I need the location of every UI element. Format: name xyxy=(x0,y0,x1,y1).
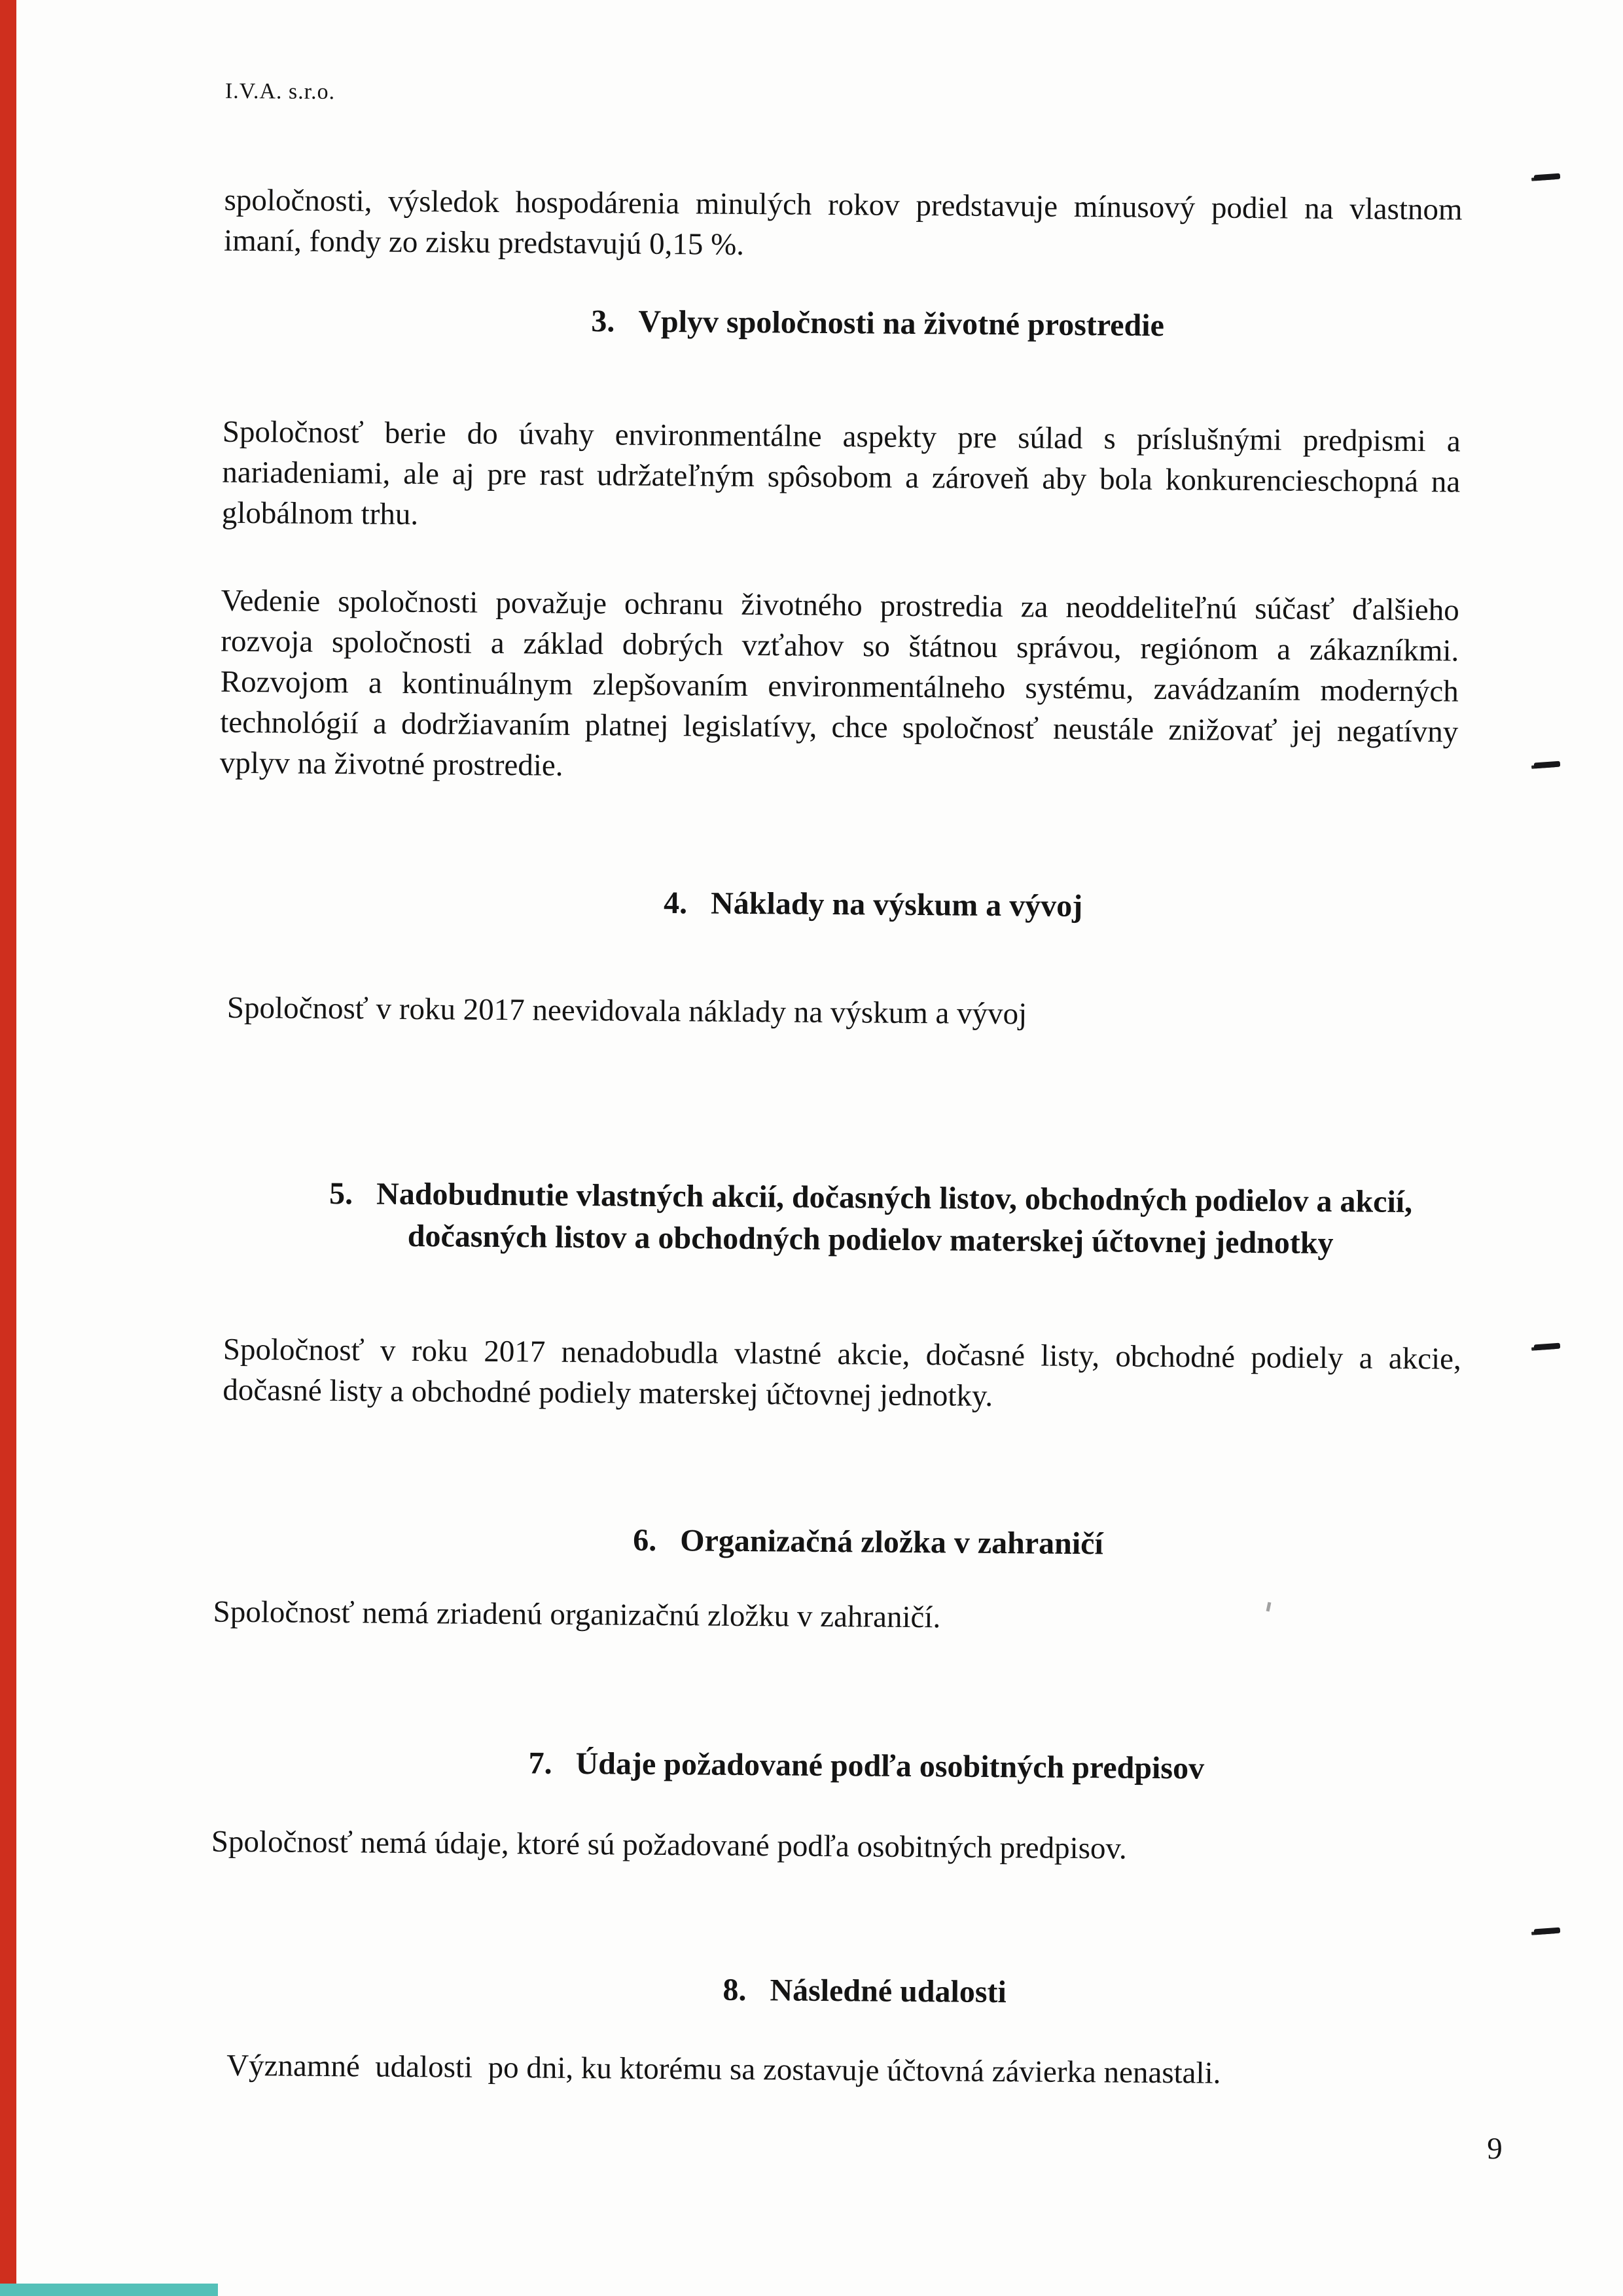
section-3-title: Vplyv spoločnosti na životné prostredie xyxy=(638,304,1165,343)
section-8-heading xyxy=(210,1965,1519,2018)
section-6-paragraph-1: Spoločnosť nemá zriadenú organizačnú zložku v zahraničí. xyxy=(213,1594,941,1635)
company-header: I.V.A. s.r.o. xyxy=(224,79,336,105)
section-3-paragraph-1: Spoločnosť berie do úvahy environmentálne aspekty pre súlad s príslušnými predpismi a nariadeniami, ale aj pre rast udržateľným spôsobom a zároveň aby bola konkurencieschopná na globálnom trhu. xyxy=(221,414,1461,532)
intro-paragraph: spoločnosti, výsledok hospodárenia minulých rokov predstavuje mínusový podiel na vlastnom imaní, fondy zo zisku predstavujú 0,15 %. xyxy=(223,183,1463,262)
page-number: 9 xyxy=(1487,2131,1503,2166)
section-4-paragraph-1: Spoločnosť v roku 2017 neevidovala náklady na výskum a vývoj xyxy=(226,990,1027,1031)
section-7-number: 7. xyxy=(528,1746,552,1781)
section-3-number: 3. xyxy=(591,304,615,339)
section-7-paragraph-1: Spoločnosť nemá údaje, ktoré sú požadované podľa osobitných predpisov. xyxy=(211,1824,1127,1866)
section-6-title: Organizačná zložka v zahraničí xyxy=(680,1523,1104,1562)
section-5-paragraph-1: Spoločnosť v roku 2017 nenadobudla vlastné akcie, dočasné listy, obchodné podiely a akcie, dočasné listy a obchodné podiely materskej účtovnej jednotky. xyxy=(223,1332,1461,1413)
section-5-heading xyxy=(278,1172,1463,1265)
section-5-number: 5. xyxy=(329,1176,353,1211)
section-7-title: Údaje požadované podľa osobitných predpisov xyxy=(575,1746,1205,1786)
section-8-title: Následné udalosti xyxy=(770,1973,1007,2010)
section-6-number: 6. xyxy=(633,1522,657,1558)
section-6-heading xyxy=(213,1516,1522,1569)
section-8-paragraph-1: Významné udalosti po dni, ku ktorému sa zostavuje účtovná závierka nenastali. xyxy=(226,2048,1221,2090)
section-4-number: 4. xyxy=(663,886,688,921)
section-7-heading xyxy=(212,1740,1521,1793)
section-8-number: 8. xyxy=(722,1972,747,2008)
section-3-paragraph-2: Vedenie spoločnosti považuje ochranu životného prostredia za neoddeliteľnú súčasť ďalšieho rozvoja spoločnosti a základ dobrých vzťahov so štátnou správou, regiónom a zákazníkmi. Rozvojom a kontinuálnym zlepšovaním environmentálneho systému, zavádzaním moderných technológií a dodržiavaním platnej legislatívy, chce spoločnosť neustále znižovať jej negatívny vplyv na životné prostredie. xyxy=(219,583,1459,783)
section-3-heading xyxy=(223,298,1532,350)
section-4-title: Náklady na výskum a vývoj xyxy=(710,886,1083,924)
section-4-heading xyxy=(219,879,1527,931)
section-5-title: Nadobudnutie vlastných akcií, dočasných listov, obchodných podielov a akcií, dočasných listov a obchodných podielov materskej účtovnej jednotky xyxy=(376,1176,1413,1261)
